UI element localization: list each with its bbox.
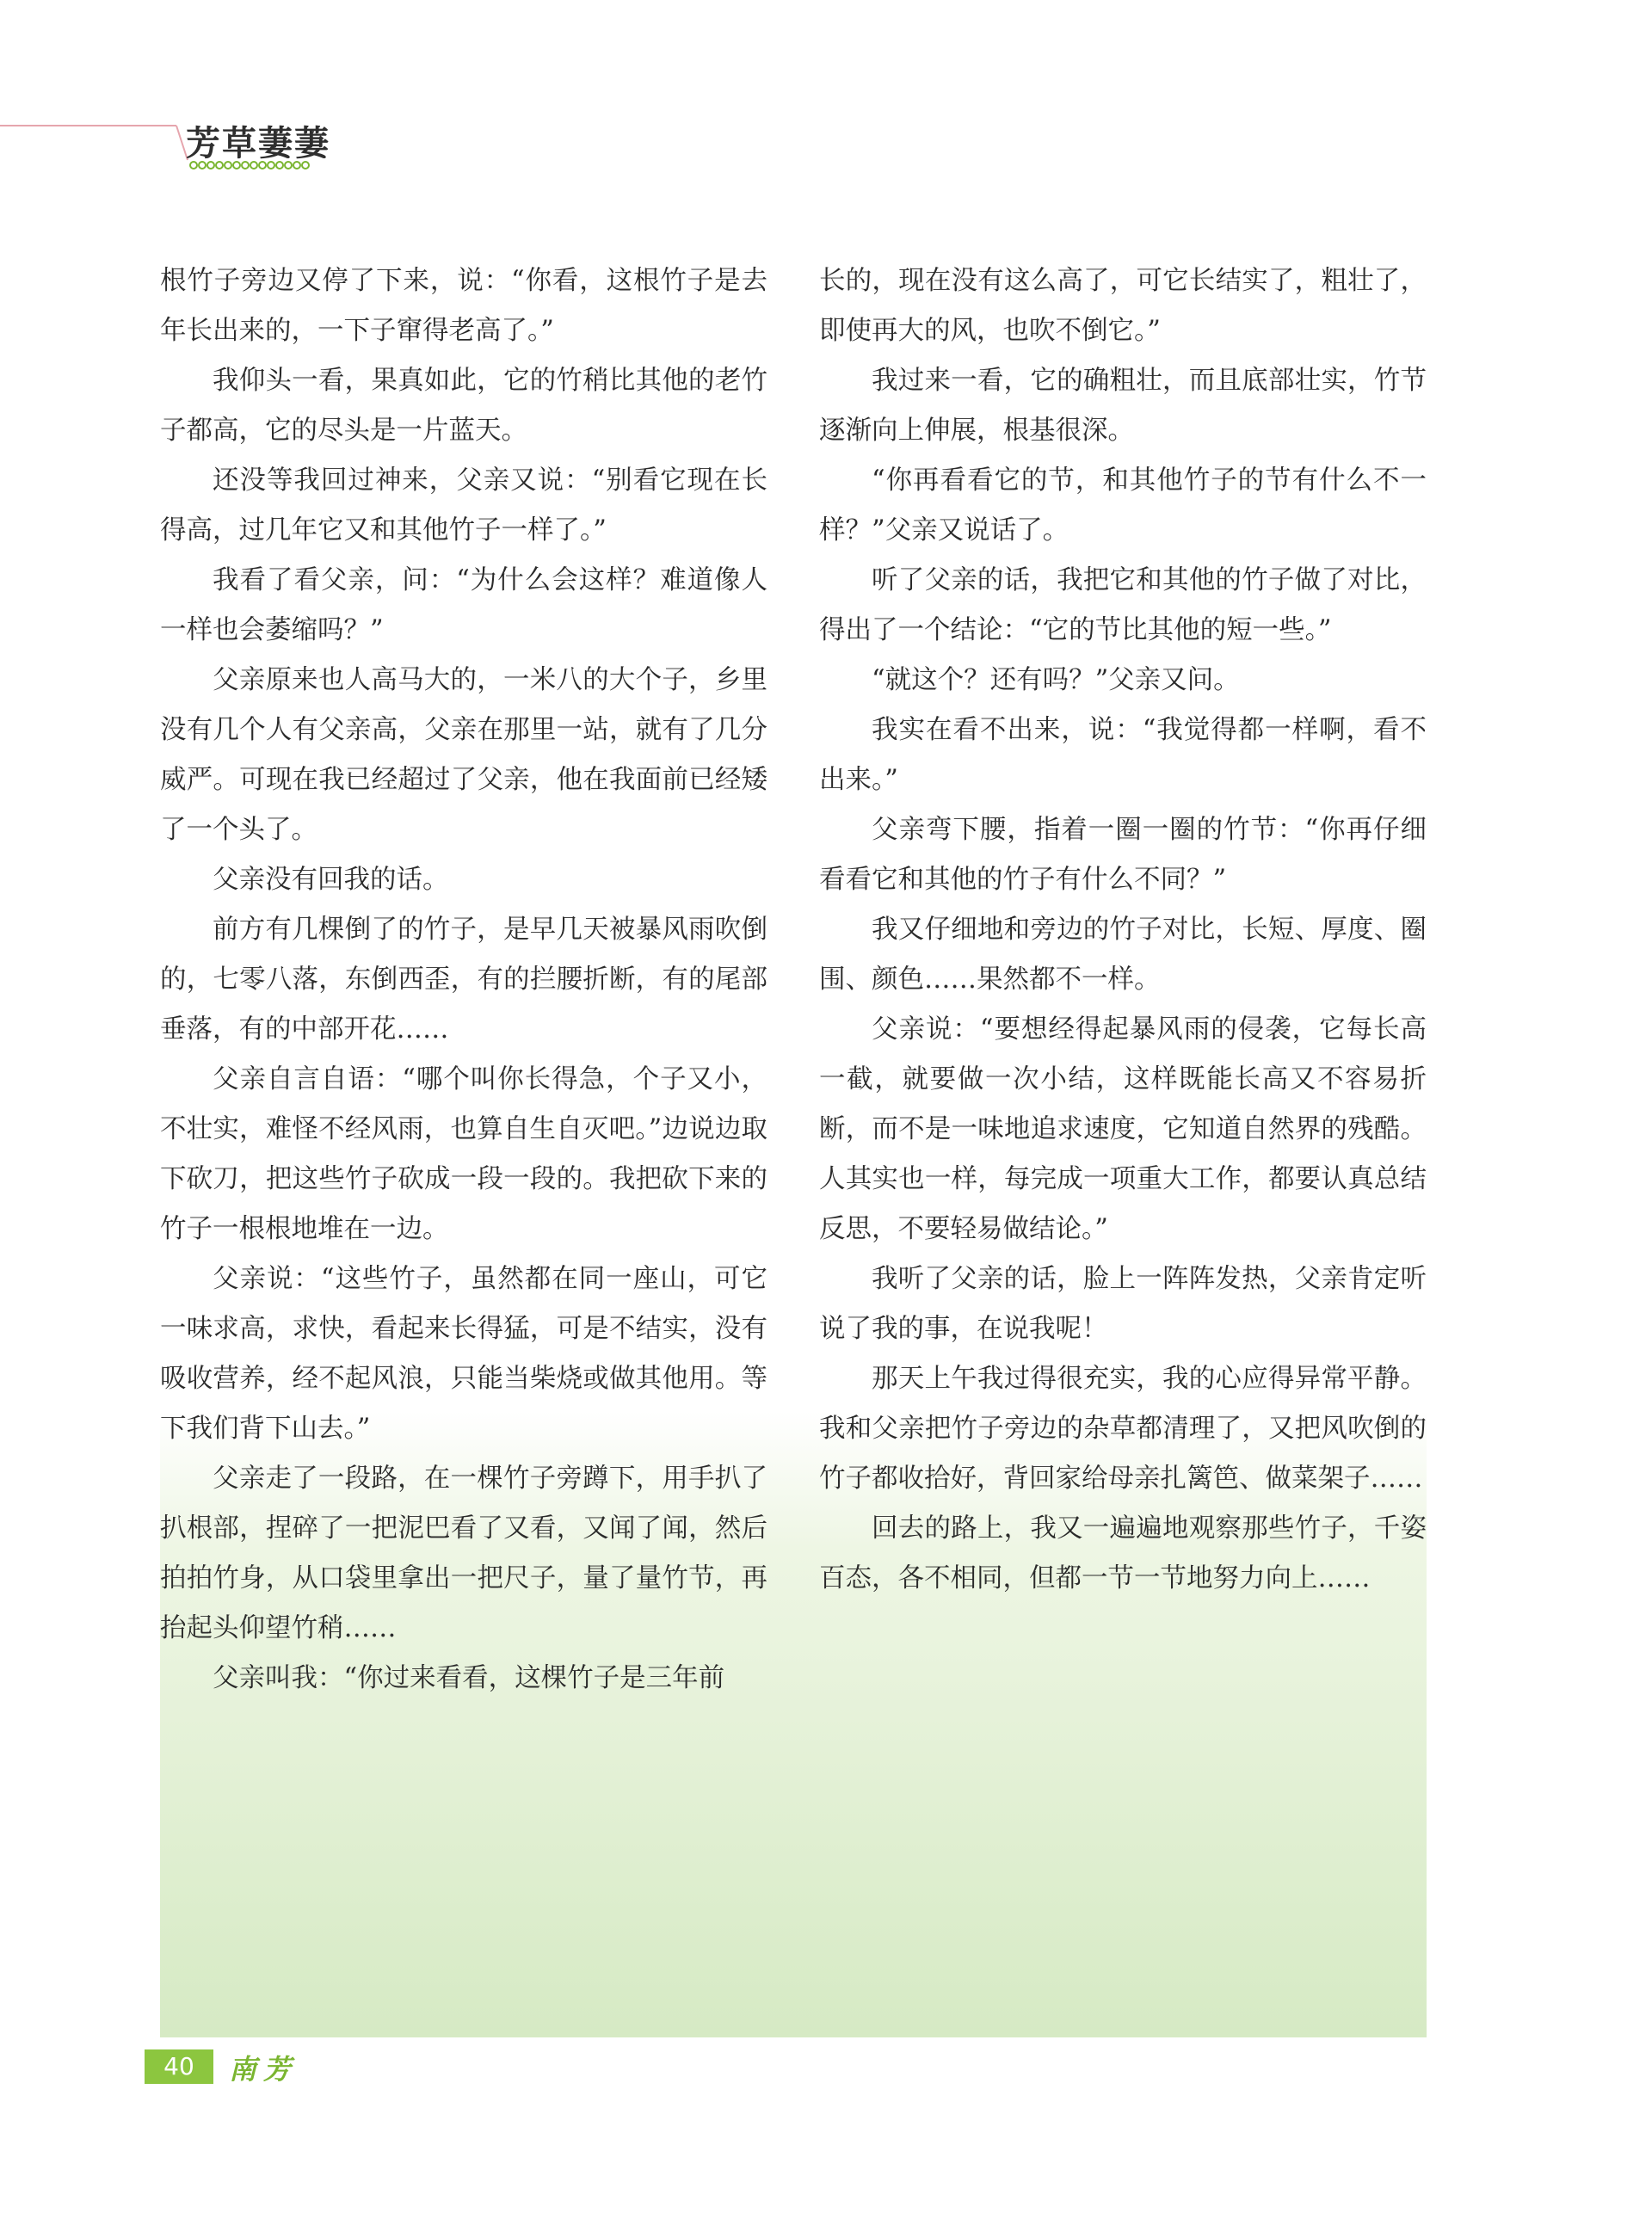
page-number: 40	[145, 2049, 213, 2084]
magazine-name: 南芳	[229, 2053, 299, 2086]
paragraph: 父亲叫我：“你过来看看，这棵竹子是三年前	[213, 1663, 725, 1693]
paragraph: 父亲没有回我的话。	[213, 865, 449, 895]
paragraph: 还没等我回过神来，父亲又说：“别看它现在长得高，过几年它又和其他竹子一样了。”	[160, 465, 767, 545]
paragraph: 父亲说：“这些竹子，虽然都在同一座山，可它一味求高，求快，看起来长得猛，可是不结实，没有吸收营养，经不起风浪，只能当柴烧或做其他用。等下我们背下山去。”	[160, 1264, 767, 1444]
paragraph: 前方有几棵倒了的竹子，是早几天被暴风雨吹倒的，七零八落，东倒西歪，有的拦腰折断，有的尾部垂落，有的中部开花……	[160, 915, 767, 1045]
paragraph: 父亲走了一段路，在一棵竹子旁蹲下，用手扒了扒根部，捏碎了一把泥巴看了又看，又闻了闻，然后拍拍竹身，从口袋里拿出一把尺子，量了量竹节，再抬起头仰望竹稍……	[160, 1464, 767, 1643]
paragraph: “你再看看它的节，和其他竹子的节有什么不一样？”父亲又说话了。	[819, 465, 1427, 545]
paragraph: 那天上午我过得很充实，我的心应得异常平静。我和父亲把竹子旁边的杂草都清理了，又把风吹倒的竹子都收拾好，背回家给母亲扎篱笆、做菜架子……	[819, 1364, 1427, 1494]
paragraph: 听了父亲的话，我把它和其他的竹子做了对比，得出了一个结论：“它的节比其他的短一些。”	[819, 565, 1427, 645]
paragraph: 父亲自言自语：“哪个叫你长得急，个子又小，不壮实，难怪不经风雨，也算自生自灭吧。”边说边取下砍刀，把这些竹子砍成一段一段的。我把砍下来的竹子一根根地堆在一边。	[160, 1064, 767, 1244]
section-title: 芳草萋萋	[186, 124, 330, 163]
paragraph: 我过来一看，它的确粗壮，而且底部壮实，竹节逐渐向上伸展，根基很深。	[819, 366, 1427, 446]
paragraph: 我仰头一看，果真如此，它的竹稍比其他的老竹子都高，它的尽头是一片蓝天。	[160, 366, 767, 446]
paragraph: 我实在看不出来，说：“我觉得都一样啊，看不出来。”	[819, 715, 1427, 795]
article-column-left	[160, 256, 767, 1704]
paragraph: 父亲原来也人高马大的，一米八的大个子，乡里没有几个人有父亲高，父亲在那里一站，就有了几分威严。可现在我已经超过了父亲，他在我面前已经矮了一个头了。	[160, 665, 767, 845]
paragraph: 长的，现在没有这么高了，可它长结实了，粗壮了，即使再大的风，也吹不倒它。”	[819, 266, 1427, 346]
paragraph: 回去的路上，我又一遍遍地观察那些竹子，千姿百态，各不相同，但都一节一节地努力向上……	[819, 1513, 1427, 1593]
paragraph: 我听了父亲的话，脸上一阵阵发热，父亲肯定听说了我的事，在说我呢！	[819, 1264, 1427, 1344]
article-column-right	[819, 256, 1427, 1604]
paragraph: 我又仔细地和旁边的竹子对比，长短、厚度、圈围、颜色……果然都不一样。	[819, 915, 1427, 995]
paragraph: 根竹子旁边又停了下来，说：“你看，这根竹子是去年长出来的，一下子窜得老高了。”	[160, 266, 767, 346]
paragraph: “就这个？还有吗？”父亲又问。	[872, 665, 1240, 695]
paragraph: 父亲说：“要想经得起暴风雨的侵袭，它每长高一截，就要做一次小结，这样既能长高又不容易折断，而不是一味地追求速度，它知道自然界的残酷。人其实也一样，每完成一项重大工作，都要认真总结反思，不要轻易做结论。”	[819, 1014, 1427, 1244]
paragraph: 父亲弯下腰，指着一圈一圈的竹节：“你再仔细看看它和其他的竹子有什么不同？”	[819, 815, 1427, 895]
paragraph: 我看了看父亲，问：“为什么会这样？难道像人一样也会萎缩吗？”	[160, 565, 767, 645]
